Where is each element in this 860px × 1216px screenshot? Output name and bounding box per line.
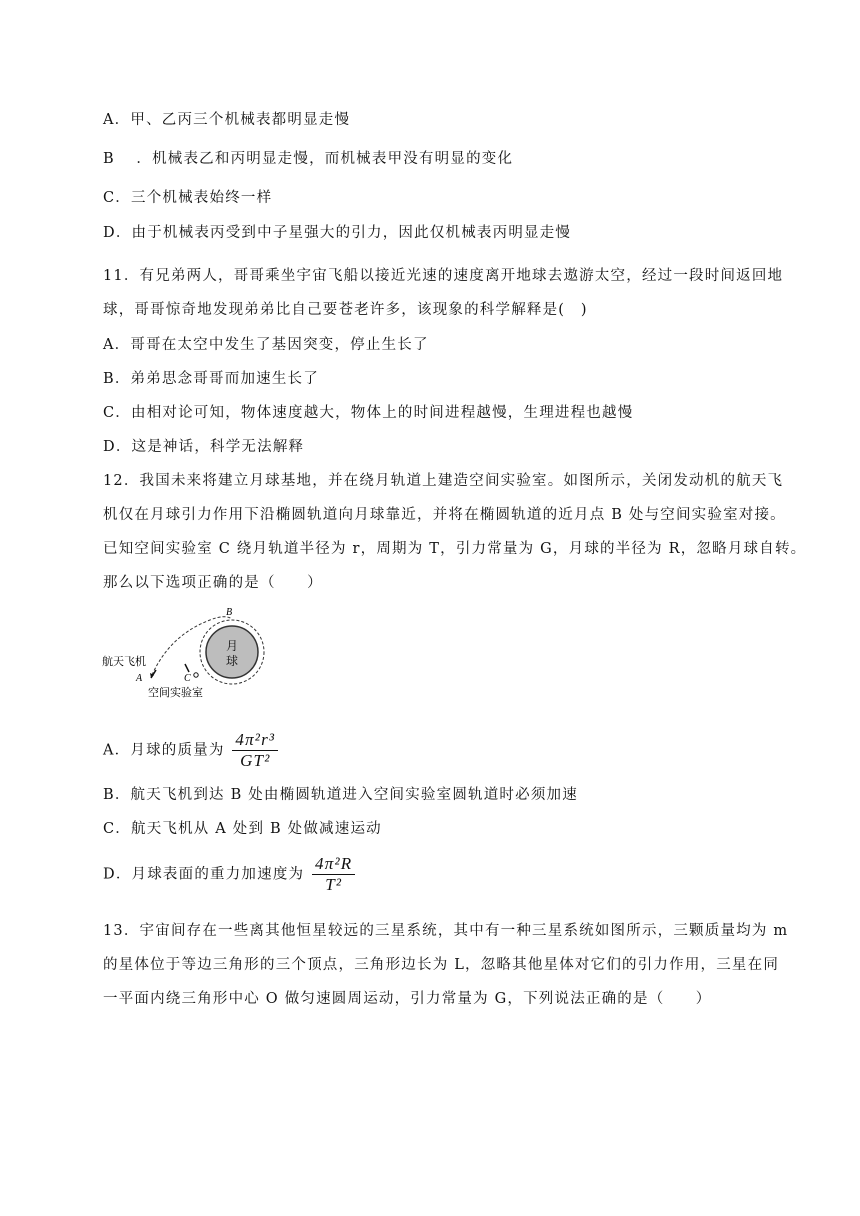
q10-option-b: B ．机械表乙和丙明显走慢，而机械表甲没有明显的变化 <box>103 151 514 167</box>
q12-stem-line3: 已知空间实验室 C 绕月轨道半径为 r，周期为 T，引力常量为 G，月球的半径为 R，忽略月球自转。 <box>103 541 807 557</box>
q11-stem-line2: 球，哥哥惊奇地发现弟弟比自己要苍老许多，该现象的科学解释是( ) <box>103 302 588 318</box>
label-lab: 空间实验室 <box>148 686 203 699</box>
q11-option-c: C．由相对论可知，物体速度越大，物体上的时间进程越慢，生理进程也越慢 <box>103 405 634 421</box>
q12-option-c: C．航天飞机从 A 处到 B 处做减速运动 <box>103 821 382 837</box>
label-shuttle: 航天飞机 <box>102 655 146 668</box>
q12-option-d <box>103 854 355 895</box>
q10-option-a: A．甲、乙丙三个机械表都明显走慢 <box>103 112 351 128</box>
q10-option-c: C．三个机械表始终一样 <box>103 190 273 206</box>
moon-label-1: 月 <box>226 639 239 653</box>
q12-option-a-fraction <box>232 730 278 771</box>
q12-option-b: B．航天飞机到达 B 处由椭圆轨道进入空间实验室圆轨道时必须加速 <box>103 787 578 803</box>
q12-stem-line1: 12．我国未来将建立月球基地，并在绕月轨道上建造空间实验室。如图所示，关闭发动机的航天飞 <box>103 473 784 489</box>
q13-stem-line2: 的星体位于等边三角形的三个顶点，三角形边长为 L，忽略其他星体对它们的引力作用，三星在同 <box>103 957 780 973</box>
label-a: A <box>136 673 143 684</box>
fraction-numerator: 4π²r³ <box>232 730 278 751</box>
moon-orbit-diagram <box>100 605 270 700</box>
q12-stem-line4: 那么以下选项正确的是（ ） <box>103 575 323 591</box>
q12-stem-line2: 机仅在月球引力作用下沿椭圆轨道向月球靠近，并将在椭圆轨道的近月点 B 处与空间实验室对接。 <box>103 507 786 523</box>
q11-option-d: D．这是神话，科学无法解释 <box>103 439 305 455</box>
q11-stem-line1: 11．有兄弟两人，哥哥乘坐宇宙飞船以接近光速的速度离开地球去遨游太空，经过一段时间返回地 <box>103 268 784 284</box>
q12-option-a <box>103 730 278 771</box>
label-c: C <box>184 673 191 684</box>
label-b: B <box>226 607 233 618</box>
q12-option-d-text: D．月球表面的重力加速度为 <box>103 866 305 883</box>
lab-arrow <box>185 664 189 672</box>
q13-stem-line1: 13．宇宙间存在一些离其他恒星较远的三星系统，其中有一种三星系统如图所示，三颗质量均为 m <box>103 923 789 939</box>
q10-option-d: D．由于机械表丙受到中子星强大的引力，因此仅机械表丙明显走慢 <box>103 225 572 241</box>
q11-option-b: B．弟弟思念哥哥而加速生长了 <box>103 371 319 387</box>
q13-stem-line3: 一平面内绕三角形中心 O 做匀速圆周运动，引力常量为 G，下列说法正确的是（ ） <box>103 991 712 1007</box>
moon-label-2: 球 <box>226 654 239 668</box>
fraction-numerator: 4π²R <box>312 854 355 875</box>
q11-option-a: A．哥哥在太空中发生了基因突变，停止生长了 <box>103 337 429 353</box>
fraction-denominator: GT² <box>240 751 271 770</box>
q12-option-a-text: A．月球的质量为 <box>103 742 225 759</box>
q12-option-d-fraction <box>312 854 355 895</box>
fraction-denominator: T² <box>325 875 343 894</box>
lab-point <box>194 673 198 677</box>
